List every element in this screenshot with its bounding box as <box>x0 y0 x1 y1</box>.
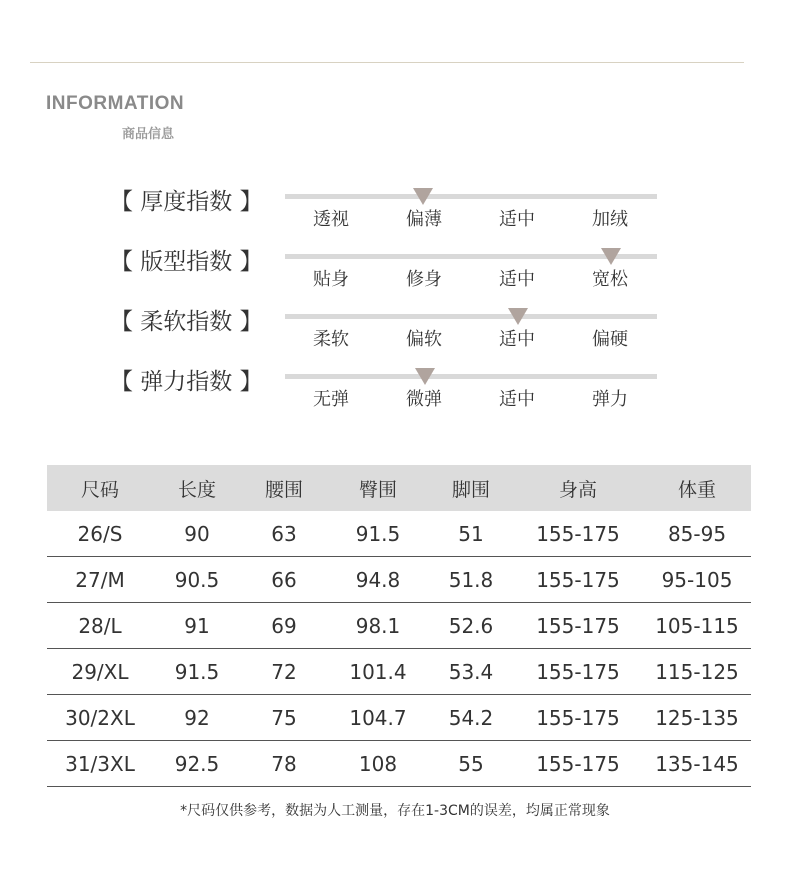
table-cell: 108 <box>327 741 429 787</box>
table-cell: 115-125 <box>643 649 751 695</box>
table-cell: 98.1 <box>327 603 429 649</box>
table-cell: 78 <box>241 741 327 787</box>
table-cell: 29/XL <box>47 649 153 695</box>
index-option: 微弹 <box>406 389 442 410</box>
column-header: 身高 <box>513 465 643 511</box>
index-label: 【 弹力指数 】 <box>110 369 263 395</box>
table-row <box>47 557 751 603</box>
column-header: 长度 <box>153 465 241 511</box>
table-cell: 27/M <box>47 557 153 603</box>
section-subtitle: 商品信息 <box>122 127 175 142</box>
column-header: 腰围 <box>241 465 327 511</box>
table-cell: 26/S <box>47 511 153 557</box>
index-bar <box>285 374 657 379</box>
size-table <box>47 465 751 787</box>
index-option: 偏硬 <box>592 329 628 350</box>
table-row <box>47 603 751 649</box>
table-row <box>47 741 751 787</box>
table-cell: 91.5 <box>327 511 429 557</box>
table-cell: 95-105 <box>643 557 751 603</box>
table-cell: 63 <box>241 511 327 557</box>
index-marker <box>508 308 528 325</box>
index-row-fit <box>0 248 790 298</box>
column-header: 尺码 <box>47 465 153 511</box>
index-bar <box>285 194 657 199</box>
index-label: 【 柔软指数 】 <box>110 309 263 335</box>
index-option: 加绒 <box>592 209 628 230</box>
table-cell: 51.8 <box>429 557 513 603</box>
index-option: 偏软 <box>406 329 442 350</box>
table-header-row <box>47 465 751 511</box>
column-header: 体重 <box>643 465 751 511</box>
table-cell: 92 <box>153 695 241 741</box>
table-cell: 91.5 <box>153 649 241 695</box>
index-marker <box>601 248 621 265</box>
column-header: 臀围 <box>327 465 429 511</box>
table-cell: 155-175 <box>513 511 643 557</box>
table-cell: 52.6 <box>429 603 513 649</box>
index-marker <box>415 368 435 385</box>
table-cell: 31/3XL <box>47 741 153 787</box>
index-option: 适中 <box>499 209 535 230</box>
table-row <box>47 695 751 741</box>
table-cell: 30/2XL <box>47 695 153 741</box>
index-option: 柔软 <box>313 329 349 350</box>
table-cell: 94.8 <box>327 557 429 603</box>
index-option: 贴身 <box>313 269 349 290</box>
table-row <box>47 649 751 695</box>
index-option: 适中 <box>499 329 535 350</box>
table-cell: 90.5 <box>153 557 241 603</box>
index-option: 修身 <box>406 269 442 290</box>
table-cell: 155-175 <box>513 603 643 649</box>
table-cell: 53.4 <box>429 649 513 695</box>
index-bar <box>285 314 657 319</box>
table-cell: 51 <box>429 511 513 557</box>
table-cell: 90 <box>153 511 241 557</box>
table-cell: 72 <box>241 649 327 695</box>
table-cell: 135-145 <box>643 741 751 787</box>
table-cell: 85-95 <box>643 511 751 557</box>
size-disclaimer: *尺码仅供参考，数据为人工测量，存在1-3CM的误差，均属正常现象 <box>180 803 610 819</box>
table-cell: 66 <box>241 557 327 603</box>
table-cell: 55 <box>429 741 513 787</box>
table-cell: 28/L <box>47 603 153 649</box>
column-header: 脚围 <box>429 465 513 511</box>
index-row-softness <box>0 308 790 358</box>
table-cell: 69 <box>241 603 327 649</box>
table-cell: 125-135 <box>643 695 751 741</box>
table-cell: 101.4 <box>327 649 429 695</box>
index-option: 适中 <box>499 269 535 290</box>
index-option: 适中 <box>499 389 535 410</box>
index-label: 【 版型指数 】 <box>110 249 263 275</box>
index-row-elasticity <box>0 368 790 418</box>
table-cell: 155-175 <box>513 695 643 741</box>
section-title: INFORMATION <box>46 93 185 114</box>
table-cell: 91 <box>153 603 241 649</box>
table-cell: 155-175 <box>513 557 643 603</box>
index-label: 【 厚度指数 】 <box>110 189 263 215</box>
index-option: 透视 <box>313 209 349 230</box>
table-cell: 155-175 <box>513 649 643 695</box>
index-option: 无弹 <box>313 389 349 410</box>
table-cell: 105-115 <box>643 603 751 649</box>
index-option: 偏薄 <box>406 209 442 230</box>
index-option: 弹力 <box>592 389 628 410</box>
top-divider <box>30 62 744 63</box>
table-cell: 75 <box>241 695 327 741</box>
index-option: 宽松 <box>592 269 628 290</box>
table-cell: 104.7 <box>327 695 429 741</box>
table-cell: 92.5 <box>153 741 241 787</box>
table-cell: 155-175 <box>513 741 643 787</box>
index-marker <box>413 188 433 205</box>
table-row <box>47 511 751 557</box>
index-row-thickness <box>0 188 790 238</box>
table-cell: 54.2 <box>429 695 513 741</box>
